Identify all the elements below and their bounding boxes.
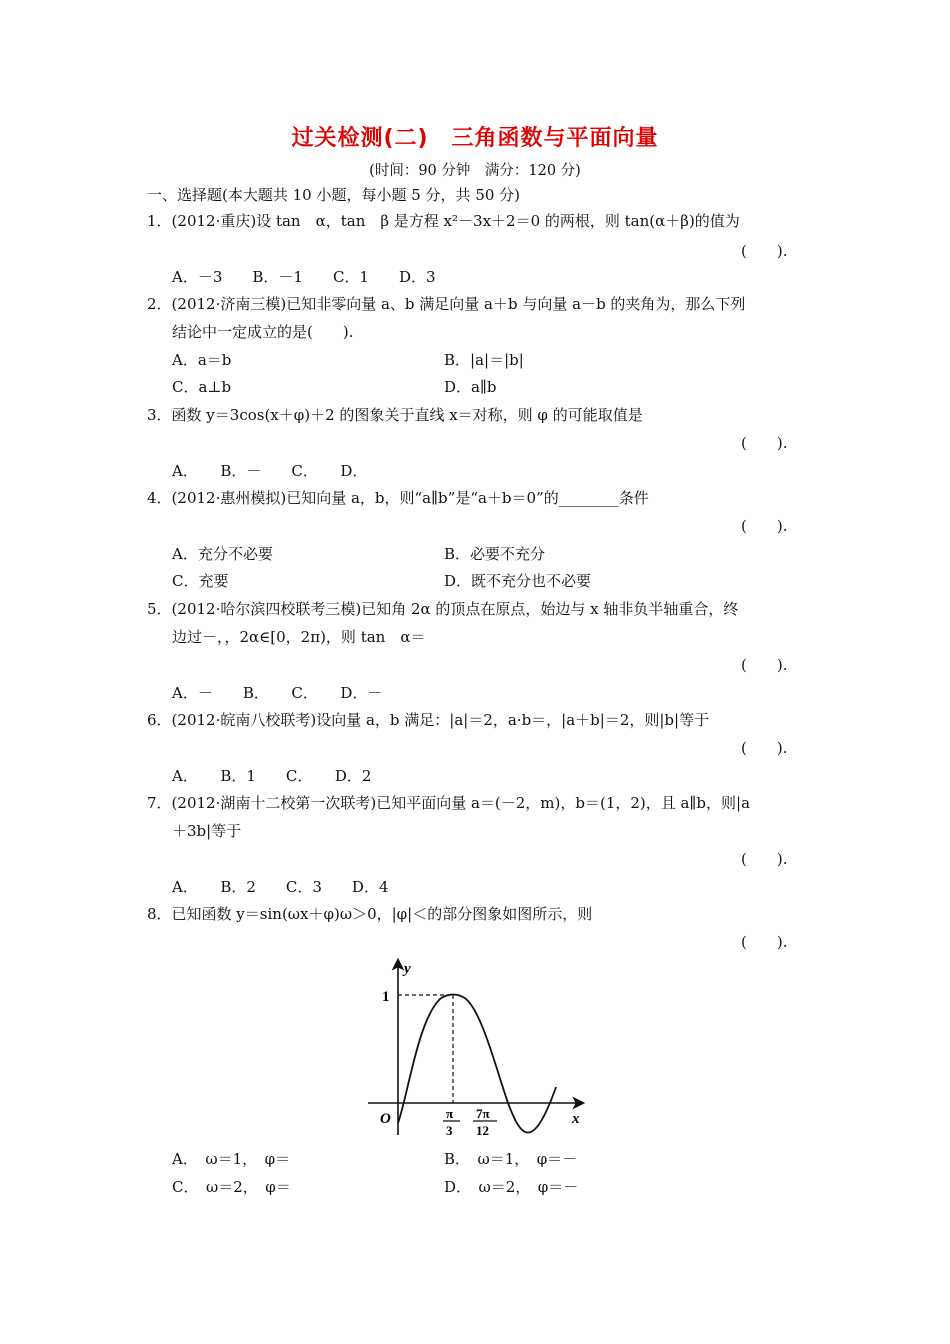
question-3-options: A． B．－ C． D． (172, 462, 368, 480)
question-8-option-c: C． ω＝2， φ＝ (172, 1178, 291, 1196)
question-1-options: A．－3 B．－1 C．1 D．3 (172, 268, 436, 286)
question-3-text: 3．函数 y＝3cos(x＋φ)＋2 的图象关于直线 x＝对称，则 φ 的可能取值是 (147, 406, 643, 424)
x-axis-label: x (572, 1111, 580, 1127)
question-8-option-a: A． ω＝1， φ＝ (172, 1150, 291, 1168)
question-2-option-a: A．a＝b (172, 351, 232, 369)
question-6-options: A． B．1 C． D．2 (172, 767, 372, 785)
y-axis-label: y (404, 961, 411, 977)
question-7-text-cont: ＋3b|等于 (172, 822, 242, 840)
question-8-option-b: B． ω＝1， φ＝－ (444, 1150, 578, 1168)
question-6-answer-blank: ( ). (741, 739, 788, 757)
question-2-text: 2．(2012·济南三模)已知非零向量 a、b 满足向量 a＋b 与向量 a－b 的夹角为，那么下列 (147, 295, 746, 313)
question-8-text: 8．已知函数 y＝sin(ωx＋φ)ω＞0，|φ|＜的部分图象如图所示，则 (147, 905, 593, 923)
y-tick-label: 1 (382, 989, 390, 1005)
question-4-option-d: D．既不充分也不必要 (444, 572, 592, 590)
question-1-text: 1．(2012·重庆)设 tan α，tan β 是方程 x²－3x＋2＝0 的两根，则 tan(α＋β)的值为 (147, 212, 740, 230)
question-6-text: 6．(2012·皖南八校联考)设向量 a，b 满足：|a|＝2，a·b＝，|a＋b|＝2，则|b|等于 (147, 711, 710, 729)
question-7-answer-blank: ( ). (741, 850, 788, 868)
question-2-option-b: B．|a|＝|b| (444, 351, 524, 369)
exam-info: (时间：90 分钟 满分：120 分) (369, 163, 581, 179)
tick2-denominator: 12 (476, 1123, 489, 1138)
origin-label: O (380, 1111, 391, 1127)
question-4-option-a: A．充分不必要 (172, 545, 273, 563)
question-4-answer-blank: ( ). (741, 517, 788, 535)
tick2-numerator: 7π (476, 1106, 490, 1121)
question-5-answer-blank: ( ). (741, 656, 788, 674)
question-4-option-b: B．必要不充分 (444, 545, 546, 563)
question-8-option-d: D． ω＝2， φ＝－ (444, 1178, 579, 1196)
sine-graph (360, 955, 600, 1140)
question-5-text: 5．(2012·哈尔滨四校联考三模)已知角 2α 的顶点在原点，始边与 x 轴非负半轴重合，终 (147, 600, 739, 618)
question-7-options: A． B．2 C．3 D．4 (172, 878, 389, 896)
question-1-answer-blank: ( ). (741, 242, 788, 260)
question-7-text: 7．(2012·湖南十二校第一次联考)已知平面向量 a＝(－2，m)，b＝(1，2)，且 a∥b，则|a (147, 794, 751, 812)
question-5-text-cont: 边过－，，2α∈[0，2π)，则 tan α＝ (172, 628, 426, 646)
tick1-denominator: 3 (446, 1123, 453, 1138)
question-2-option-c: C．a⊥b (172, 378, 232, 396)
section-heading: 一、选择题(本大题共 10 小题，每小题 5 分，共 50 分) (147, 186, 521, 204)
question-4-option-c: C．充要 (172, 572, 229, 590)
tick1-numerator: π (446, 1106, 454, 1121)
page-title: 过关检测(二) 三角函数与平面向量 (291, 126, 659, 151)
question-5-options: A．－ B． C． D．－ (172, 684, 383, 702)
question-2-option-d: D．a∥b (444, 378, 497, 396)
question-2-text-cont: 结论中一定成立的是( ). (172, 323, 354, 341)
question-3-answer-blank: ( ). (741, 434, 788, 452)
question-4-text: 4．(2012·惠州模拟)已知向量 a，b，则“a∥b”是“a＋b＝0”的________条件 (147, 489, 649, 507)
question-8-answer-blank: ( ). (741, 933, 788, 951)
